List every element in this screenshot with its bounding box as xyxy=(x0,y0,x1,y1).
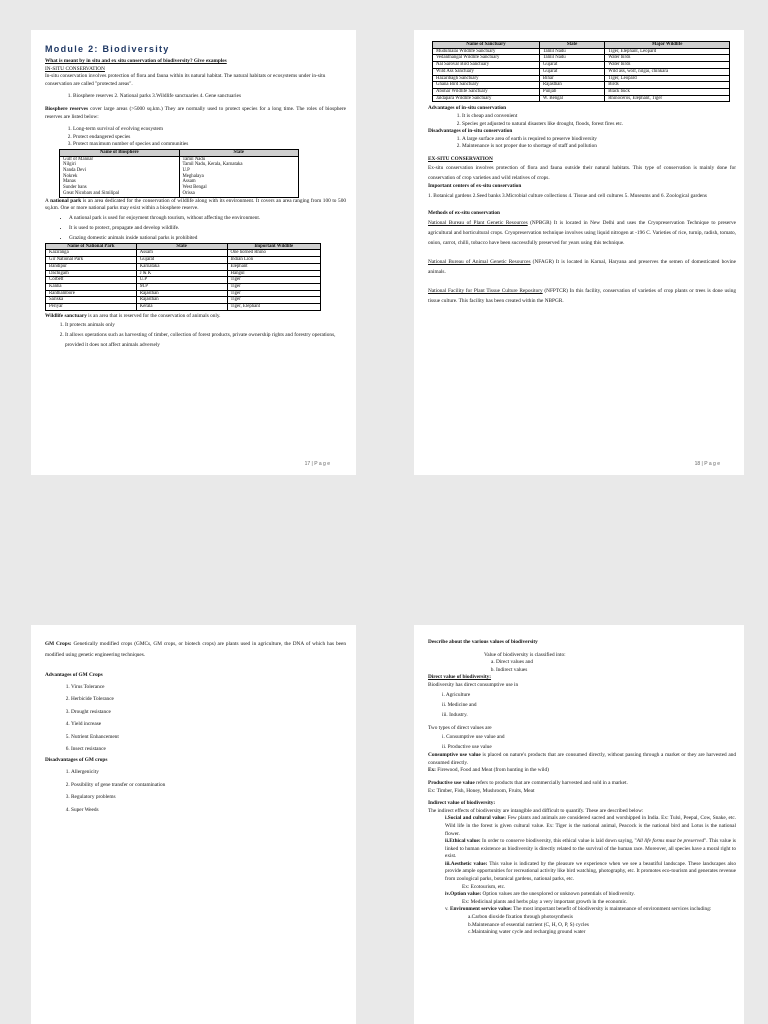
table-row: Kaziranga Assam One horned Rhino xyxy=(46,250,321,257)
list-item: 2. Maintenance is not proper due to shortage of staff and pollution xyxy=(462,143,736,151)
list-item: 2. Protect endangered species xyxy=(73,134,346,142)
ex-situ-centers-heading: Important centers of ex-situ conservation xyxy=(428,183,522,190)
list-item: • It is used to protect, propagate and develop wildlife. xyxy=(69,223,346,233)
table-row: Bandipur Karnataka Elephant xyxy=(46,263,321,270)
list-item: 2. Possibility of gene transfer or contamination xyxy=(71,779,346,791)
list-item: 2. It allows operations such as harvesting of timber, collection of forest products, private ownership rights and forestry operations, provided it does not affect animals adversely xyxy=(65,330,346,350)
table-row: Nilgiri Tamil Nadu, Kerala, Karnataka xyxy=(60,162,299,168)
table-row: Gir National Park Gujarat Indian Lion xyxy=(46,257,321,264)
in-situ-text: In-situ conservation involves protection of flora and fauna within its natural habitat. The natural habitats or ecosystems under in-situ conservation are called "protected areas". xyxy=(45,73,326,87)
gm-crops-paragraph: GM Crops: Genetically modified crops (GMCs, GM crops, or biotech crops) are plants used in agriculture, the DNA of which has been modified using genetic engineering techniques. xyxy=(45,641,346,658)
indirect-value-heading: Indirect value of biodiversity: xyxy=(428,800,496,807)
list-item: • A national park is used for enjoyment through tourism, without affecting the environment. xyxy=(69,213,346,223)
table-row: Great Nicobars and Similipal Orissa xyxy=(60,191,299,197)
direct-value-heading: Direct value of biodiversity: xyxy=(428,674,492,681)
gm-advantages-heading: Advantages of GM Crops xyxy=(45,672,103,678)
list-item: 4. Yield increase xyxy=(71,718,346,730)
table-header: Important Wildlife xyxy=(227,243,321,250)
direct-value-text: Biodiversity has direct consumptive use in xyxy=(428,681,519,688)
page-number-footer: 17 | P a g e xyxy=(304,461,330,467)
table-row: Corbett U.P Tiger xyxy=(46,277,321,284)
list-item: iii. Industry. xyxy=(442,711,468,718)
table-row: Nanda Devi U.P xyxy=(60,168,299,174)
in-situ-advantages-heading: Advantages of in-situ conservation xyxy=(428,105,507,112)
table-header: State xyxy=(136,243,227,250)
list-item: ii. Productive use value xyxy=(442,744,492,751)
table-header: State xyxy=(539,42,604,49)
page-17 xyxy=(31,30,356,475)
wildlife-sanctuary-paragraph: Wildlife sanctuary is an area that is reserved for the conservation of animals only. xyxy=(45,312,221,319)
direct-types-text: Two types of direct values are xyxy=(428,724,492,731)
gm-disadvantages-list xyxy=(45,766,346,816)
list-item: ii. Medicine and xyxy=(442,701,477,708)
table-row: Nal Sarovar Bird Sanctuary Gujarat Water birds xyxy=(433,62,730,69)
table-header: Major Wildlife xyxy=(605,42,730,49)
table-header: Name of Biosphere xyxy=(60,149,180,156)
values-question: Describe about the various values of biodiversity xyxy=(428,639,538,645)
ex-situ-heading: EX-SITU CONSERVATION xyxy=(428,155,493,162)
table-row: Periyar Kerala Tiger, Elephant xyxy=(46,304,321,311)
list-item: 2. Species get adjusted to natural disasters like drought, floods, forest fires etc. xyxy=(462,121,736,129)
table-row: Kanha M.P Tiger xyxy=(46,283,321,290)
option-value-example: Ex: Medicinal plants and herbs play a very important growth in the economic. xyxy=(462,898,628,905)
list-item: 6. Insect resistance xyxy=(71,743,346,755)
national-park-bullets xyxy=(45,213,346,243)
biosphere-roles-list xyxy=(45,126,346,149)
table-row: Sunder bans West Bengal xyxy=(60,185,299,191)
table-row: Mudumalai Wildlife Sanctuary Tamil Nadu Tiger, Elephant, Leopard xyxy=(433,48,730,55)
table-row: Vedanthangal Wildlife Sanctuary Tamil Nadu Water birds xyxy=(433,55,730,62)
values-classified: Value of biodiversity is classified into: xyxy=(484,651,566,658)
list-item: 3. Drought resistance xyxy=(71,706,346,718)
option-value-paragraph: iv.Option value: Option values are the unexplored or unknown potentials of biodiversity. xyxy=(445,891,635,898)
list-item: 1. Allergenicity xyxy=(71,766,346,778)
biosphere-paragraph: Biosphere reserves cover large areas (>5000 sq.km.) They are normally used to protect species for a long time. The roles of biosphere reserves are listed below: xyxy=(45,105,346,120)
list-item: i. Agriculture xyxy=(442,691,471,698)
in-situ-heading: IN-SITU CONSERVATION xyxy=(45,65,105,72)
list-item: 3. Regulatory problems xyxy=(71,791,346,803)
biosphere-table xyxy=(59,149,299,198)
productive-value-example: Ex: Timber, Fish, Honey, Mushroom, Fruits, Meat xyxy=(428,787,535,794)
table-header: Name of National Park xyxy=(46,243,137,250)
ex-situ-text: Ex-situ conservation involves protection of flora and fauna outside their natural habitats. This type of conservation is mainly done for conservation of crop varieties and wild relatives of crops. xyxy=(428,165,736,182)
list-item: 1. Biosphere reserves 2. National parks 3.Wildlife sanctuaries 4. Gene sanctuaries xyxy=(73,93,346,101)
nbagr-paragraph: National Bureau of Animal Genetic Resources (NFAGR) It is located in Karnal, Haryana and preserves the semen of domesticated bovine animals. xyxy=(428,258,736,275)
gm-disadvantages-heading: Disadvantages of GM crops xyxy=(45,757,108,764)
list-item: 1. It is cheap and convenient xyxy=(462,113,736,121)
in-situ-disadvantages-heading: Disadvantages of in-situ conservation xyxy=(428,128,513,135)
environment-value-paragraph: v. Environment service value: The most important benefit of biodiversity is maintenance of environment services including: xyxy=(445,906,712,913)
table-row: Hazaribagh Sanctuary Bihar Tiger, Leopard xyxy=(433,75,730,82)
page-20 xyxy=(414,625,744,1024)
table-row: Nokrek Meghalaya xyxy=(60,174,299,180)
list-item: 2. Herbicide Tolerance xyxy=(71,693,346,705)
list-item: c.Maintaining water cycle and recharging ground water xyxy=(468,929,586,936)
gm-advantages-list xyxy=(45,681,346,755)
table-row: Wild Ass Sanctuary Gujarat Wild ass, wolf, nilgai, chinkara xyxy=(433,68,730,75)
consumptive-value-paragraph: Consumptive use value is placed on nature's products that are consumed directly, without passing through a market or they are harvested and consumed directly. xyxy=(428,752,736,766)
table-row: Ghana Bird Sanctuary Rajasthan Birds xyxy=(433,82,730,89)
list-item: a. Direct values and xyxy=(496,659,736,667)
national-park-table xyxy=(45,243,321,311)
list-item: 5. Nutrient Enhancement xyxy=(71,731,346,743)
question-heading: What is meant by in situ and ex situ conservation of biodiversity? Give examples xyxy=(45,58,227,64)
consumptive-value-example: Ex: Firewood, Food and Meat (from hunting in the wild) xyxy=(428,767,549,774)
page-number-footer: 18 | P a g e xyxy=(694,461,720,467)
aesthetic-value-example: Ex: Ecotourism, etc. xyxy=(462,883,506,890)
list-item: b. Indirect values xyxy=(496,667,736,675)
list-item: • Grazing domestic animals inside national parks is prohibited xyxy=(69,233,346,243)
ex-situ-centers-text: 1. Botanical gardens 2.Seed banks 3.Microbial culture collections 4. Tissue and cell cultures 5. Museums and 6. Zoological gardens xyxy=(428,193,707,200)
table-header: Name of Sanctuary xyxy=(433,42,540,49)
in-situ-advantages-list xyxy=(428,113,736,128)
aesthetic-value-paragraph: iii.Aesthetic value: This value is indicated by the pleasure we experience when we see a beautiful landscape. These landscapes also provide ample opportunities for recreational activity like bird watching, photography, etc. It promotes eco-tourism and generates revenue from zoological parks, botanical gardens, national parks, etc. xyxy=(445,860,736,883)
list-item: 1. A large surface area of earth is required to preserve biodiversity xyxy=(462,136,736,144)
page-19 xyxy=(31,625,356,1024)
indirect-value-text: The indirect effects of biodiversity are intangible and difficult to quantify. These are described below: xyxy=(428,807,644,814)
productive-value-paragraph: Productive use value refers to products that are commercially harvested and sold in a market. xyxy=(428,779,628,786)
table-row: Gulf of Mannar Tamil Nadu xyxy=(60,156,299,162)
values-classes-list xyxy=(428,659,736,674)
list-item: 1. Virus Tolerance xyxy=(71,681,346,693)
table-row: Jaldapara Wildlife Sanctuary W. Bengal Rhinoceros, Elephant, Tiger xyxy=(433,95,730,102)
page-18 xyxy=(414,30,744,475)
nfptcr-paragraph: National Facility for Plant Tissue Culture Repository (NFPTCR) In this facility, conservation of varieties of crop plants or trees is done using tissue culture. This facility has been created within the NBPGR. xyxy=(428,287,736,304)
protected-areas-list xyxy=(45,93,346,101)
table-row: Abohar Wildlife Sanctuary Punjab Black buck xyxy=(433,88,730,95)
social-value-paragraph: i.Social and cultural value: Few plants and animals are considered sacred and worshipped in India. Ex: Tulsi, Peepal, Cow, Snake, etc. Wild life in the forest is given cultural value. Ex: Tiger is the national animal, Peacock is the national bird and Lotus is the national flower. xyxy=(445,815,736,837)
table-row: Dachigam J & K Hangul xyxy=(46,270,321,277)
ex-situ-methods-heading: Methods of ex-situ conservation xyxy=(428,210,500,217)
wildlife-sanctuary-points xyxy=(45,320,346,350)
nbpgr-paragraph: National Bureau of Plant Genetic Resources (NPBGR) It is located in New Delhi and uses the Cryopreservation Technique to preserve agricultural and horticultural crops. Cryopreservation technique involves using liquid nitrogen at -196 C. Varieties of rice, turnip, radish, tomato, onion, carrot, chilli, tobacco have been successfully preserved for years using this technique. xyxy=(428,219,736,246)
table-row: Sariska Rajasthan Tiger xyxy=(46,297,321,304)
list-item: 1. Long-term survival of evolving ecosystem xyxy=(73,126,346,134)
module-title: Module 2: Biodiversity xyxy=(45,44,170,54)
list-item: i. Consumptive use value and xyxy=(442,734,505,741)
table-header: State xyxy=(179,149,299,156)
table-row: Manas Assam xyxy=(60,179,299,185)
sanctuary-table xyxy=(432,41,730,102)
national-park-paragraph: A national park is an area dedicated for the conservation of wildlife along with its environment. It covers an area ranging from 100 to 500 sq.km. One or more national parks may exist within a biosphere reserve. xyxy=(45,197,346,212)
list-item: 1. It protects animals only xyxy=(65,320,346,330)
list-item: 4. Super Weeds xyxy=(71,804,346,816)
table-row: Ranthambore Rajasthan Tiger xyxy=(46,290,321,297)
list-item: a.Carbon dioxide fixation through photosynthesis xyxy=(468,914,573,921)
ethical-value-paragraph: ii.Ethical value: In order to conserve biodiversity, this ethical value is laid down saying, "All life forms must be preserved". This value is linked to human existence as biodiversity is directly related to the survival of the human race. Moreover, all species have a moral right to exist. xyxy=(445,838,736,860)
in-situ-disadvantages-list xyxy=(428,136,736,151)
list-item: b.Maintenance of essential nutrient (C, H, O, P, S) cycles xyxy=(468,921,589,928)
list-item: 3. Protect maximum number of species and communities xyxy=(73,141,346,149)
